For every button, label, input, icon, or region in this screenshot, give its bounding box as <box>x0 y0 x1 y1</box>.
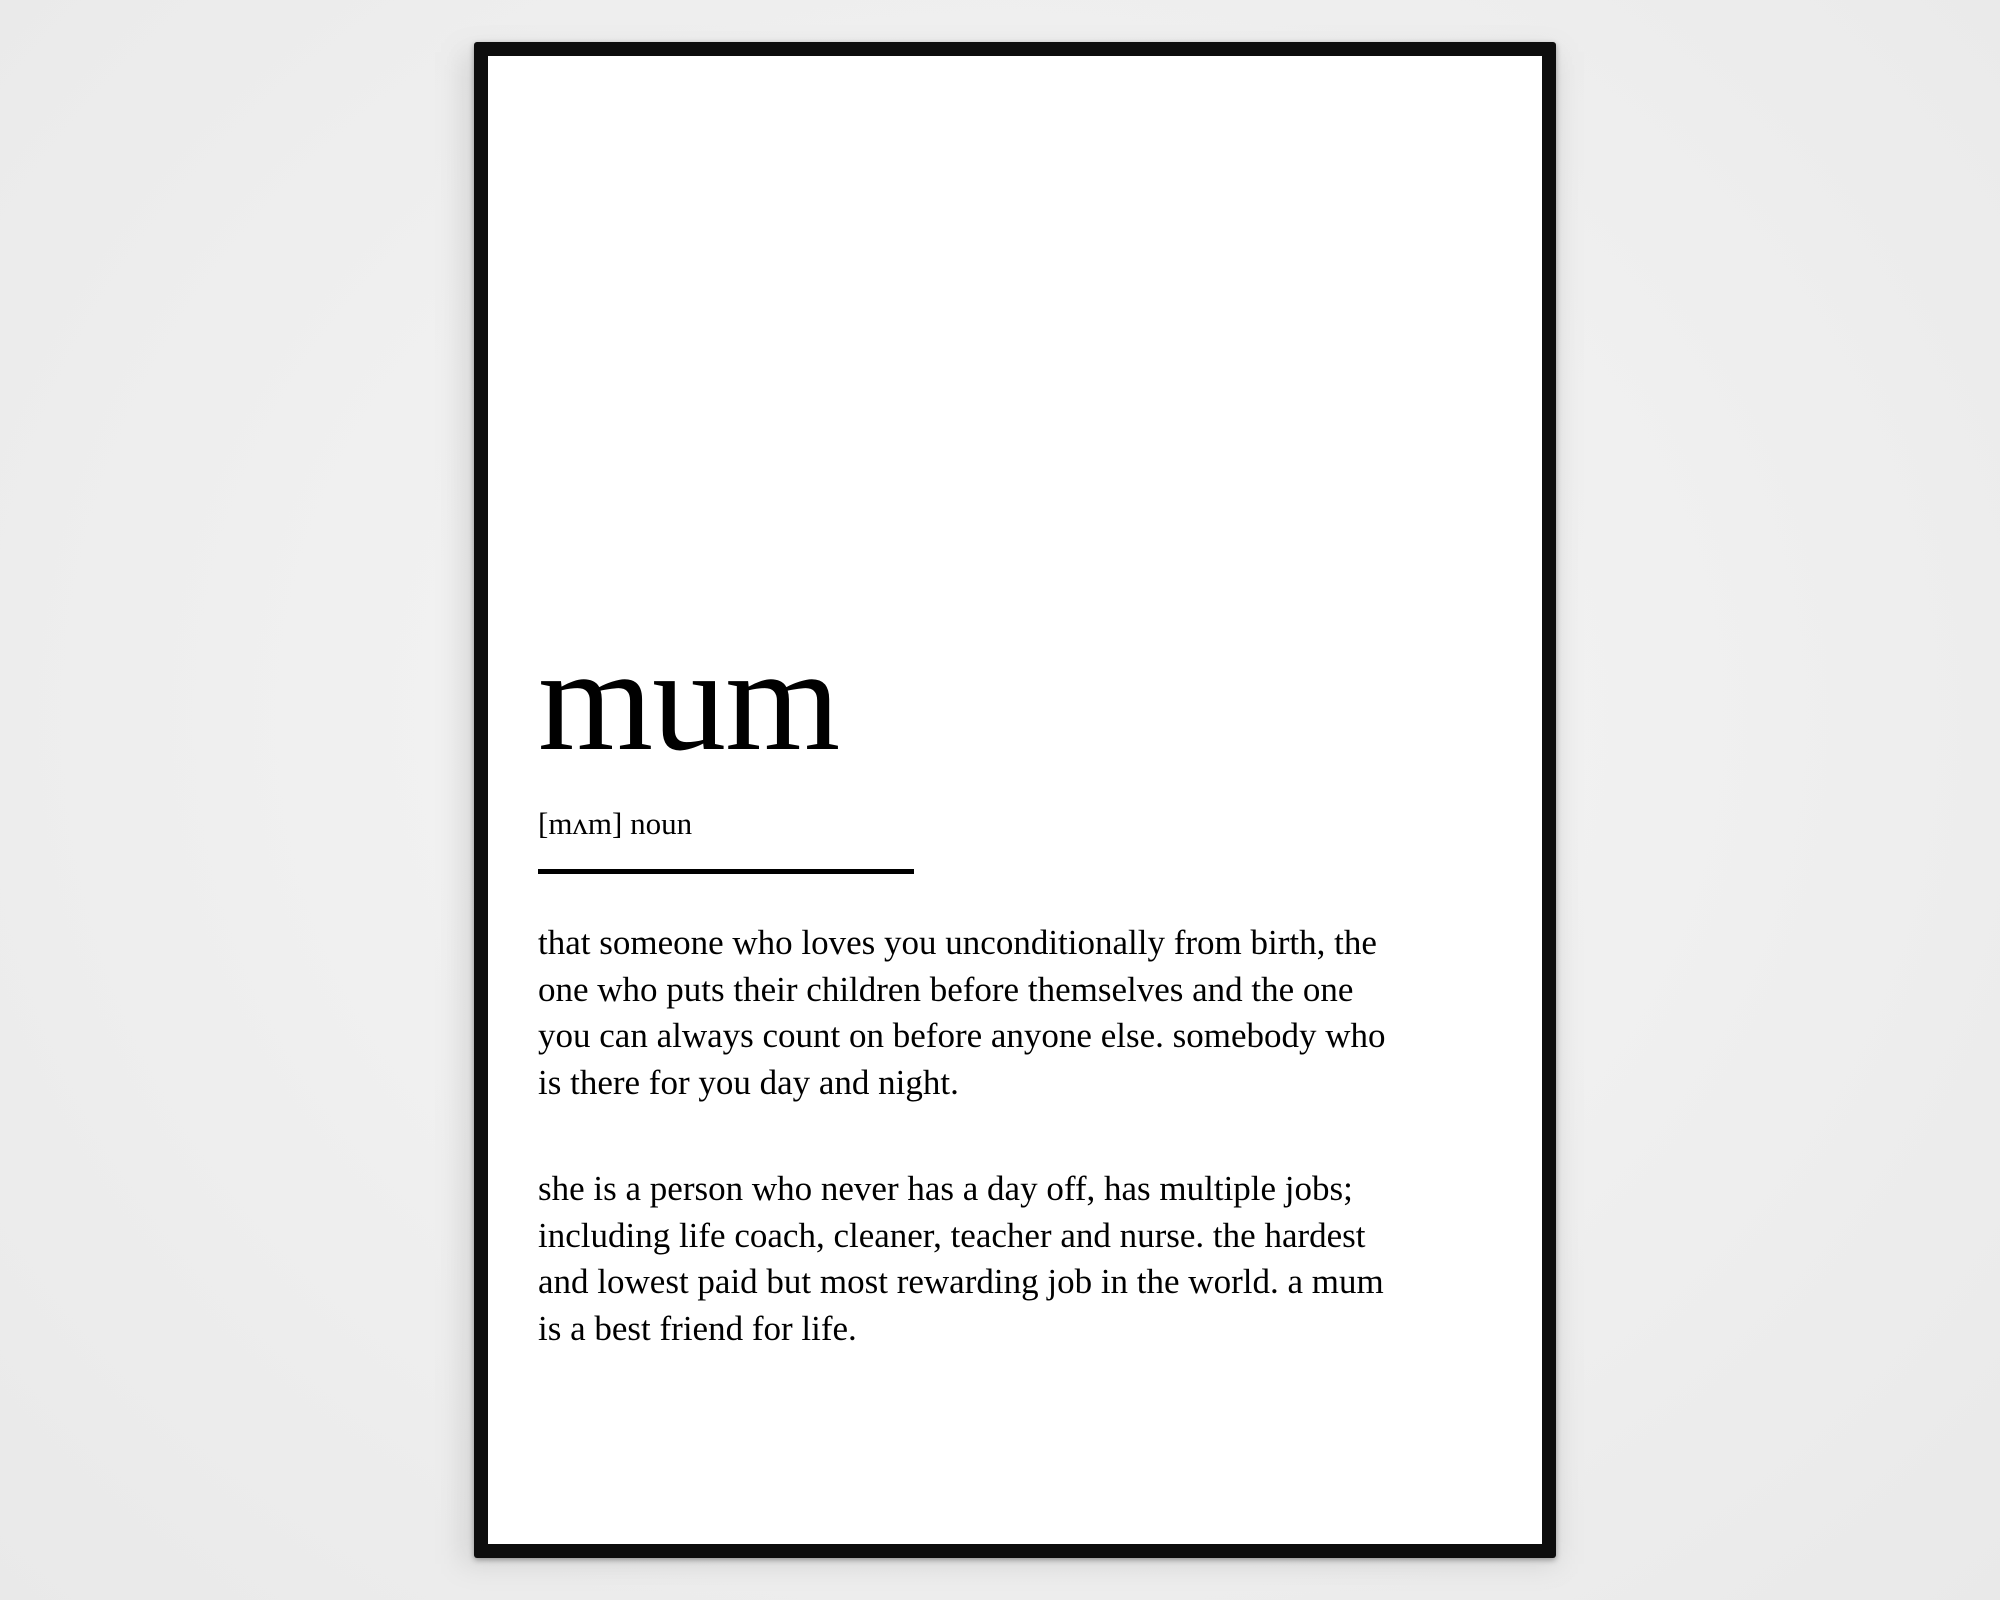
definition-paragraph-1: that someone who loves you unconditionally from birth, the one who puts their children before themselves and the one you can always count on before anyone else. somebody who is there for you day and night. <box>538 923 1386 1102</box>
picture-frame <box>474 42 1556 1558</box>
headword: mum <box>538 618 840 782</box>
poster-paper <box>488 56 1542 1544</box>
pronunciation-label: [mʌm] noun <box>538 806 693 841</box>
definition-paragraph-2: she is a person who never has a day off, has multiple jobs; including life coach, cleaner, teacher and nurse. the hardest and lowest paid but most rewarding job in the world. a mum is a best friend for life. <box>538 1169 1384 1348</box>
divider-line <box>538 869 914 874</box>
